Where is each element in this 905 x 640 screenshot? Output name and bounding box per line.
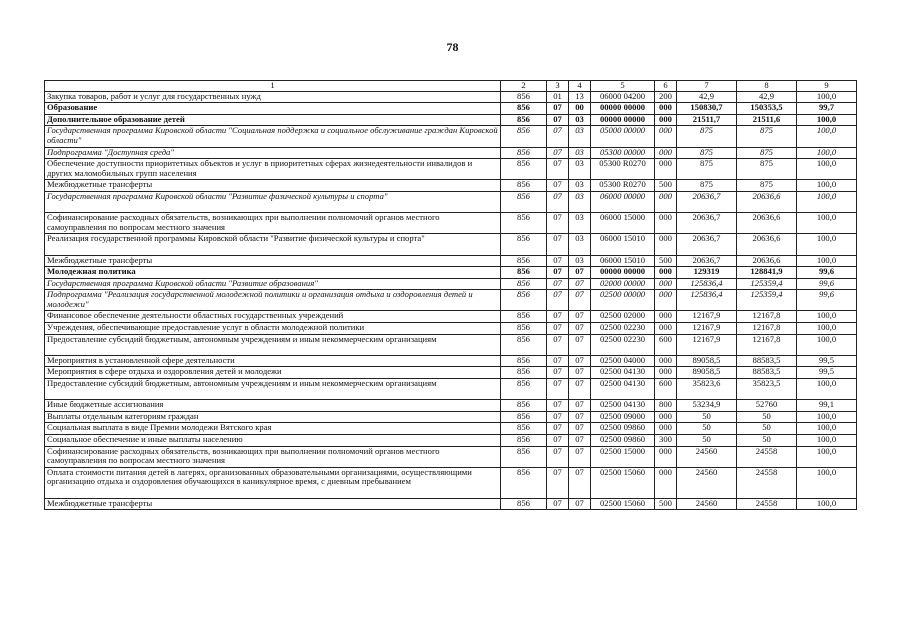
expense-type: 500 xyxy=(655,498,677,510)
plan-amount: 53234,9 xyxy=(677,400,737,412)
target-article: 00000 00000 xyxy=(591,114,655,126)
executed-amount: 50 xyxy=(737,423,797,435)
subsection-code: 07 xyxy=(569,446,591,467)
section-code: 07 xyxy=(547,213,569,234)
expense-type: 000 xyxy=(655,467,677,498)
expense-name: Мероприятия в сфере отдыха и оздоровления детей и молодежи xyxy=(45,367,501,379)
section-code: 07 xyxy=(547,446,569,467)
section-code: 07 xyxy=(547,323,569,335)
column-header: 1 xyxy=(45,81,501,92)
ministry-code: 856 xyxy=(501,278,547,290)
section-code: 07 xyxy=(547,311,569,323)
plan-amount: 20636,7 xyxy=(677,255,737,267)
plan-amount: 20636,7 xyxy=(677,234,737,255)
target-article: 02500 15060 xyxy=(591,467,655,498)
ministry-code: 856 xyxy=(501,423,547,435)
subsection-code: 03 xyxy=(569,126,591,147)
expense-type: 000 xyxy=(655,114,677,126)
subsection-code: 03 xyxy=(569,191,591,212)
ministry-code: 856 xyxy=(501,180,547,192)
executed-amount: 52760 xyxy=(737,400,797,412)
column-header: 8 xyxy=(737,81,797,92)
subsection-code: 07 xyxy=(569,498,591,510)
column-number-row xyxy=(45,81,857,92)
table-row xyxy=(45,147,857,159)
table-row xyxy=(45,234,857,255)
execution-percent: 100,0 xyxy=(797,91,857,103)
section-code: 07 xyxy=(547,159,569,180)
expense-name: Предоставление субсидий бюджетным, автономным учреждениям и иным некоммерческим организациям xyxy=(45,334,501,355)
table-row xyxy=(45,91,857,103)
executed-amount: 12167,8 xyxy=(737,323,797,335)
execution-percent: 100,0 xyxy=(797,411,857,423)
table-row xyxy=(45,191,857,212)
executed-amount: 21511,6 xyxy=(737,114,797,126)
target-article: 02500 02230 xyxy=(591,334,655,355)
ministry-code: 856 xyxy=(501,498,547,510)
executed-amount: 50 xyxy=(737,435,797,447)
section-code: 07 xyxy=(547,114,569,126)
target-article: 05300 R0270 xyxy=(591,159,655,180)
table-row xyxy=(45,379,857,400)
executed-amount: 24558 xyxy=(737,498,797,510)
table-row xyxy=(45,126,857,147)
table-row xyxy=(45,114,857,126)
expense-type: 000 xyxy=(655,213,677,234)
section-code: 07 xyxy=(547,147,569,159)
ministry-code: 856 xyxy=(501,467,547,498)
ministry-code: 856 xyxy=(501,334,547,355)
table-row xyxy=(45,400,857,412)
expense-name: Иные бюджетные ассигнования xyxy=(45,400,501,412)
execution-percent: 100,0 xyxy=(797,323,857,335)
subsection-code: 03 xyxy=(569,180,591,192)
subsection-code: 07 xyxy=(569,379,591,400)
subsection-code: 07 xyxy=(569,334,591,355)
subsection-code: 03 xyxy=(569,114,591,126)
table-row xyxy=(45,180,857,192)
table-row xyxy=(45,311,857,323)
executed-amount: 150353,5 xyxy=(737,103,797,115)
execution-percent: 100,0 xyxy=(797,180,857,192)
executed-amount: 125359,4 xyxy=(737,278,797,290)
subsection-code: 03 xyxy=(569,255,591,267)
target-article: 06000 00000 xyxy=(591,191,655,212)
subsection-code: 03 xyxy=(569,147,591,159)
plan-amount: 12167,9 xyxy=(677,334,737,355)
subsection-code: 07 xyxy=(569,290,591,311)
table-row xyxy=(45,159,857,180)
subsection-code: 03 xyxy=(569,213,591,234)
expense-name: Социальное обеспечение и иные выплаты населению xyxy=(45,435,501,447)
subsection-code: 07 xyxy=(569,267,591,279)
ministry-code: 856 xyxy=(501,379,547,400)
section-code: 07 xyxy=(547,191,569,212)
ministry-code: 856 xyxy=(501,367,547,379)
page-number: 78 xyxy=(446,40,459,54)
section-code: 07 xyxy=(547,355,569,367)
expense-name: Закупка товаров, работ и услуг для государственных нужд xyxy=(45,91,501,103)
plan-amount: 50 xyxy=(677,411,737,423)
execution-percent: 100,0 xyxy=(797,213,857,234)
table-row xyxy=(45,103,857,115)
section-code: 07 xyxy=(547,278,569,290)
section-code: 07 xyxy=(547,334,569,355)
budget-table xyxy=(44,80,857,510)
expense-name: Образование xyxy=(45,103,501,115)
execution-percent: 100,0 xyxy=(797,191,857,212)
column-header: 9 xyxy=(797,81,857,92)
subsection-code: 07 xyxy=(569,323,591,335)
table-row xyxy=(45,278,857,290)
executed-amount: 875 xyxy=(737,180,797,192)
section-code: 07 xyxy=(547,411,569,423)
ministry-code: 856 xyxy=(501,267,547,279)
plan-amount: 12167,9 xyxy=(677,323,737,335)
expense-name: Обеспечение доступности приоритетных объектов и услуг в приоритетных сферах жизнедеятельности инвалидов и других маломобильных групп населения xyxy=(45,159,501,180)
expense-name: Дополнительное образование детей xyxy=(45,114,501,126)
subsection-code: 07 xyxy=(569,411,591,423)
expense-type: 000 xyxy=(655,290,677,311)
target-article: 02500 09000 xyxy=(591,411,655,423)
expense-type: 000 xyxy=(655,234,677,255)
execution-percent: 100,0 xyxy=(797,435,857,447)
subsection-code: 03 xyxy=(569,159,591,180)
expense-name: Государственная программа Кировской области "Социальная поддержка и социальное обслуживание граждан Кировской области" xyxy=(45,126,501,147)
execution-percent: 100,0 xyxy=(797,234,857,255)
plan-amount: 89058,5 xyxy=(677,367,737,379)
expense-name: Подпрограмма "Доступная среда" xyxy=(45,147,501,159)
expense-name: Государственная программа Кировской области "Развитие образования" xyxy=(45,278,501,290)
execution-percent: 100,0 xyxy=(797,334,857,355)
expense-type: 000 xyxy=(655,267,677,279)
executed-amount: 875 xyxy=(737,147,797,159)
executed-amount: 128841,9 xyxy=(737,267,797,279)
ministry-code: 856 xyxy=(501,400,547,412)
subsection-code: 07 xyxy=(569,278,591,290)
target-article: 02500 15060 xyxy=(591,498,655,510)
expense-type: 000 xyxy=(655,423,677,435)
table-row xyxy=(45,498,857,510)
target-article: 02500 04130 xyxy=(591,367,655,379)
target-article: 02000 00000 xyxy=(591,278,655,290)
expense-name: Межбюджетные трансферты xyxy=(45,180,501,192)
plan-amount: 125836,4 xyxy=(677,278,737,290)
executed-amount: 875 xyxy=(737,159,797,180)
execution-percent: 100,0 xyxy=(797,126,857,147)
plan-amount: 20636,7 xyxy=(677,191,737,212)
table-row xyxy=(45,267,857,279)
plan-amount: 24560 xyxy=(677,467,737,498)
ministry-code: 856 xyxy=(501,103,547,115)
target-article: 05300 R0270 xyxy=(591,180,655,192)
target-article: 02500 02230 xyxy=(591,323,655,335)
target-article: 06000 15000 xyxy=(591,213,655,234)
expense-type: 300 xyxy=(655,435,677,447)
execution-percent: 100,0 xyxy=(797,311,857,323)
plan-amount: 875 xyxy=(677,159,737,180)
execution-percent: 99,7 xyxy=(797,103,857,115)
ministry-code: 856 xyxy=(501,411,547,423)
expense-name: Предоставление субсидий бюджетным, автономным учреждениям и иным некоммерческим организациям xyxy=(45,379,501,400)
target-article: 02500 09860 xyxy=(591,435,655,447)
column-header: 3 xyxy=(547,81,569,92)
ministry-code: 856 xyxy=(501,311,547,323)
execution-percent: 100,0 xyxy=(797,446,857,467)
subsection-code: 07 xyxy=(569,400,591,412)
executed-amount: 20636,6 xyxy=(737,213,797,234)
executed-amount: 50 xyxy=(737,411,797,423)
expense-type: 000 xyxy=(655,126,677,147)
execution-percent: 100,0 xyxy=(797,379,857,400)
section-code: 01 xyxy=(547,91,569,103)
executed-amount: 875 xyxy=(737,126,797,147)
execution-percent: 100,0 xyxy=(797,255,857,267)
target-article: 06000 04200 xyxy=(591,91,655,103)
column-header: 6 xyxy=(655,81,677,92)
executed-amount: 42,9 xyxy=(737,91,797,103)
ministry-code: 856 xyxy=(501,446,547,467)
table-row xyxy=(45,446,857,467)
ministry-code: 856 xyxy=(501,213,547,234)
plan-amount: 24560 xyxy=(677,446,737,467)
target-article: 00000 00000 xyxy=(591,267,655,279)
executed-amount: 88583,5 xyxy=(737,355,797,367)
ministry-code: 856 xyxy=(501,234,547,255)
plan-amount: 21511,7 xyxy=(677,114,737,126)
execution-percent: 99,6 xyxy=(797,278,857,290)
ministry-code: 856 xyxy=(501,159,547,180)
subsection-code: 07 xyxy=(569,355,591,367)
expense-name: Молодежная политика xyxy=(45,267,501,279)
table-row xyxy=(45,411,857,423)
execution-percent: 99,1 xyxy=(797,400,857,412)
target-article: 02500 04130 xyxy=(591,400,655,412)
subsection-code: 07 xyxy=(569,435,591,447)
target-article: 02500 04000 xyxy=(591,355,655,367)
section-code: 07 xyxy=(547,103,569,115)
section-code: 07 xyxy=(547,400,569,412)
executed-amount: 20636,6 xyxy=(737,255,797,267)
expense-type: 000 xyxy=(655,278,677,290)
executed-amount: 12167,8 xyxy=(737,334,797,355)
ministry-code: 856 xyxy=(501,355,547,367)
target-article: 02500 00000 xyxy=(591,290,655,311)
subsection-code: 03 xyxy=(569,234,591,255)
expense-type: 000 xyxy=(655,311,677,323)
executed-amount: 24558 xyxy=(737,467,797,498)
target-article: 02500 04130 xyxy=(591,379,655,400)
executed-amount: 125359,4 xyxy=(737,290,797,311)
expense-type: 000 xyxy=(655,367,677,379)
section-code: 07 xyxy=(547,290,569,311)
plan-amount: 89058,5 xyxy=(677,355,737,367)
section-code: 07 xyxy=(547,180,569,192)
execution-percent: 99,6 xyxy=(797,290,857,311)
expense-type: 000 xyxy=(655,159,677,180)
ministry-code: 856 xyxy=(501,91,547,103)
plan-amount: 42,9 xyxy=(677,91,737,103)
plan-amount: 50 xyxy=(677,423,737,435)
executed-amount: 35823,5 xyxy=(737,379,797,400)
expense-type: 500 xyxy=(655,180,677,192)
plan-amount: 125836,4 xyxy=(677,290,737,311)
target-article: 06000 15010 xyxy=(591,234,655,255)
expense-type: 500 xyxy=(655,255,677,267)
ministry-code: 856 xyxy=(501,126,547,147)
column-header: 4 xyxy=(569,81,591,92)
expense-type: 000 xyxy=(655,323,677,335)
ministry-code: 856 xyxy=(501,323,547,335)
execution-percent: 100,0 xyxy=(797,423,857,435)
section-code: 07 xyxy=(547,234,569,255)
table-row xyxy=(45,290,857,311)
section-code: 07 xyxy=(547,126,569,147)
plan-amount: 129319 xyxy=(677,267,737,279)
expense-type: 000 xyxy=(655,411,677,423)
expense-type: 000 xyxy=(655,355,677,367)
ministry-code: 856 xyxy=(501,255,547,267)
expense-name: Софинансирование расходных обязательств, возникающих при выполнении полномочий органов местного самоуправления по вопросам местного значения xyxy=(45,213,501,234)
table-row xyxy=(45,334,857,355)
subsection-code: 07 xyxy=(569,311,591,323)
expense-type: 800 xyxy=(655,400,677,412)
table-row xyxy=(45,323,857,335)
target-article: 00000 00000 xyxy=(591,103,655,115)
expense-name: Учреждения, обеспечивающие предоставление услуг в области молодежной политики xyxy=(45,323,501,335)
execution-percent: 99,5 xyxy=(797,355,857,367)
expense-type: 000 xyxy=(655,191,677,212)
plan-amount: 875 xyxy=(677,147,737,159)
expense-name: Межбюджетные трансферты xyxy=(45,255,501,267)
expense-type: 000 xyxy=(655,446,677,467)
expense-name: Финансовое обеспечение деятельности областных государственных учреждений xyxy=(45,311,501,323)
ministry-code: 856 xyxy=(501,147,547,159)
ministry-code: 856 xyxy=(501,290,547,311)
expense-type: 000 xyxy=(655,147,677,159)
execution-percent: 99,6 xyxy=(797,267,857,279)
ministry-code: 856 xyxy=(501,435,547,447)
executed-amount: 20636,6 xyxy=(737,191,797,212)
table-row xyxy=(45,355,857,367)
target-article: 02500 09860 xyxy=(591,423,655,435)
ministry-code: 856 xyxy=(501,114,547,126)
target-article: 05300 00000 xyxy=(591,147,655,159)
expense-type: 000 xyxy=(655,103,677,115)
executed-amount: 20636,6 xyxy=(737,234,797,255)
column-header: 5 xyxy=(591,81,655,92)
subsection-code: 13 xyxy=(569,91,591,103)
subsection-code: 00 xyxy=(569,103,591,115)
column-header: 2 xyxy=(501,81,547,92)
expense-name: Государственная программа Кировской области "Развитие физической культуры и спорта" xyxy=(45,191,501,212)
subsection-code: 07 xyxy=(569,423,591,435)
section-code: 07 xyxy=(547,267,569,279)
plan-amount: 50 xyxy=(677,435,737,447)
table-row xyxy=(45,467,857,498)
column-header: 7 xyxy=(677,81,737,92)
target-article: 02500 02000 xyxy=(591,311,655,323)
target-article: 02500 15000 xyxy=(591,446,655,467)
expense-name: Реализация государственной программы Кировской области "Развитие физической культуры и спорта" xyxy=(45,234,501,255)
expense-name: Софинансирование расходных обязательств, возникающих при выполнении полномочий органов местного самоуправления по вопросам местного значения xyxy=(45,446,501,467)
table-row xyxy=(45,423,857,435)
expense-type: 600 xyxy=(655,334,677,355)
execution-percent: 100,0 xyxy=(797,114,857,126)
plan-amount: 24560 xyxy=(677,498,737,510)
target-article: 05000 00000 xyxy=(591,126,655,147)
expense-name: Подпрограмма "Реализация государственной молодежной политики и организация отдыха и оздоровления детей и молодежи" xyxy=(45,290,501,311)
table-row xyxy=(45,367,857,379)
expense-type: 200 xyxy=(655,91,677,103)
expense-name: Социальная выплата в виде Премии молодежи Вятского края xyxy=(45,423,501,435)
execution-percent: 100,0 xyxy=(797,147,857,159)
execution-percent: 100,0 xyxy=(797,467,857,498)
section-code: 07 xyxy=(547,367,569,379)
plan-amount: 875 xyxy=(677,126,737,147)
expense-name: Оплата стоимости питания детей в лагерях, организованных образовательными организациями, осуществляющими организацию отдыха и оздоровления обучающихся в каникулярное время, с дневным пребыванием xyxy=(45,467,501,498)
table-row xyxy=(45,435,857,447)
subsection-code: 07 xyxy=(569,467,591,498)
ministry-code: 856 xyxy=(501,191,547,212)
section-code: 07 xyxy=(547,379,569,400)
target-article: 06000 15010 xyxy=(591,255,655,267)
executed-amount: 12167,8 xyxy=(737,311,797,323)
plan-amount: 35823,6 xyxy=(677,379,737,400)
executed-amount: 88583,5 xyxy=(737,367,797,379)
expense-name: Выплаты отдельным категориям граждан xyxy=(45,411,501,423)
section-code: 07 xyxy=(547,255,569,267)
table-row xyxy=(45,213,857,234)
section-code: 07 xyxy=(547,435,569,447)
expense-name: Мероприятия в установленной сфере деятельности xyxy=(45,355,501,367)
execution-percent: 100,0 xyxy=(797,159,857,180)
execution-percent: 99,5 xyxy=(797,367,857,379)
plan-amount: 875 xyxy=(677,180,737,192)
subsection-code: 07 xyxy=(569,367,591,379)
execution-percent: 100,0 xyxy=(797,498,857,510)
section-code: 07 xyxy=(547,498,569,510)
expense-name: Межбюджетные трансферты xyxy=(45,498,501,510)
expense-type: 600 xyxy=(655,379,677,400)
plan-amount: 150830,7 xyxy=(677,103,737,115)
plan-amount: 12167,9 xyxy=(677,311,737,323)
section-code: 07 xyxy=(547,423,569,435)
table-row xyxy=(45,255,857,267)
plan-amount: 20636,7 xyxy=(677,213,737,234)
executed-amount: 24558 xyxy=(737,446,797,467)
section-code: 07 xyxy=(547,467,569,498)
